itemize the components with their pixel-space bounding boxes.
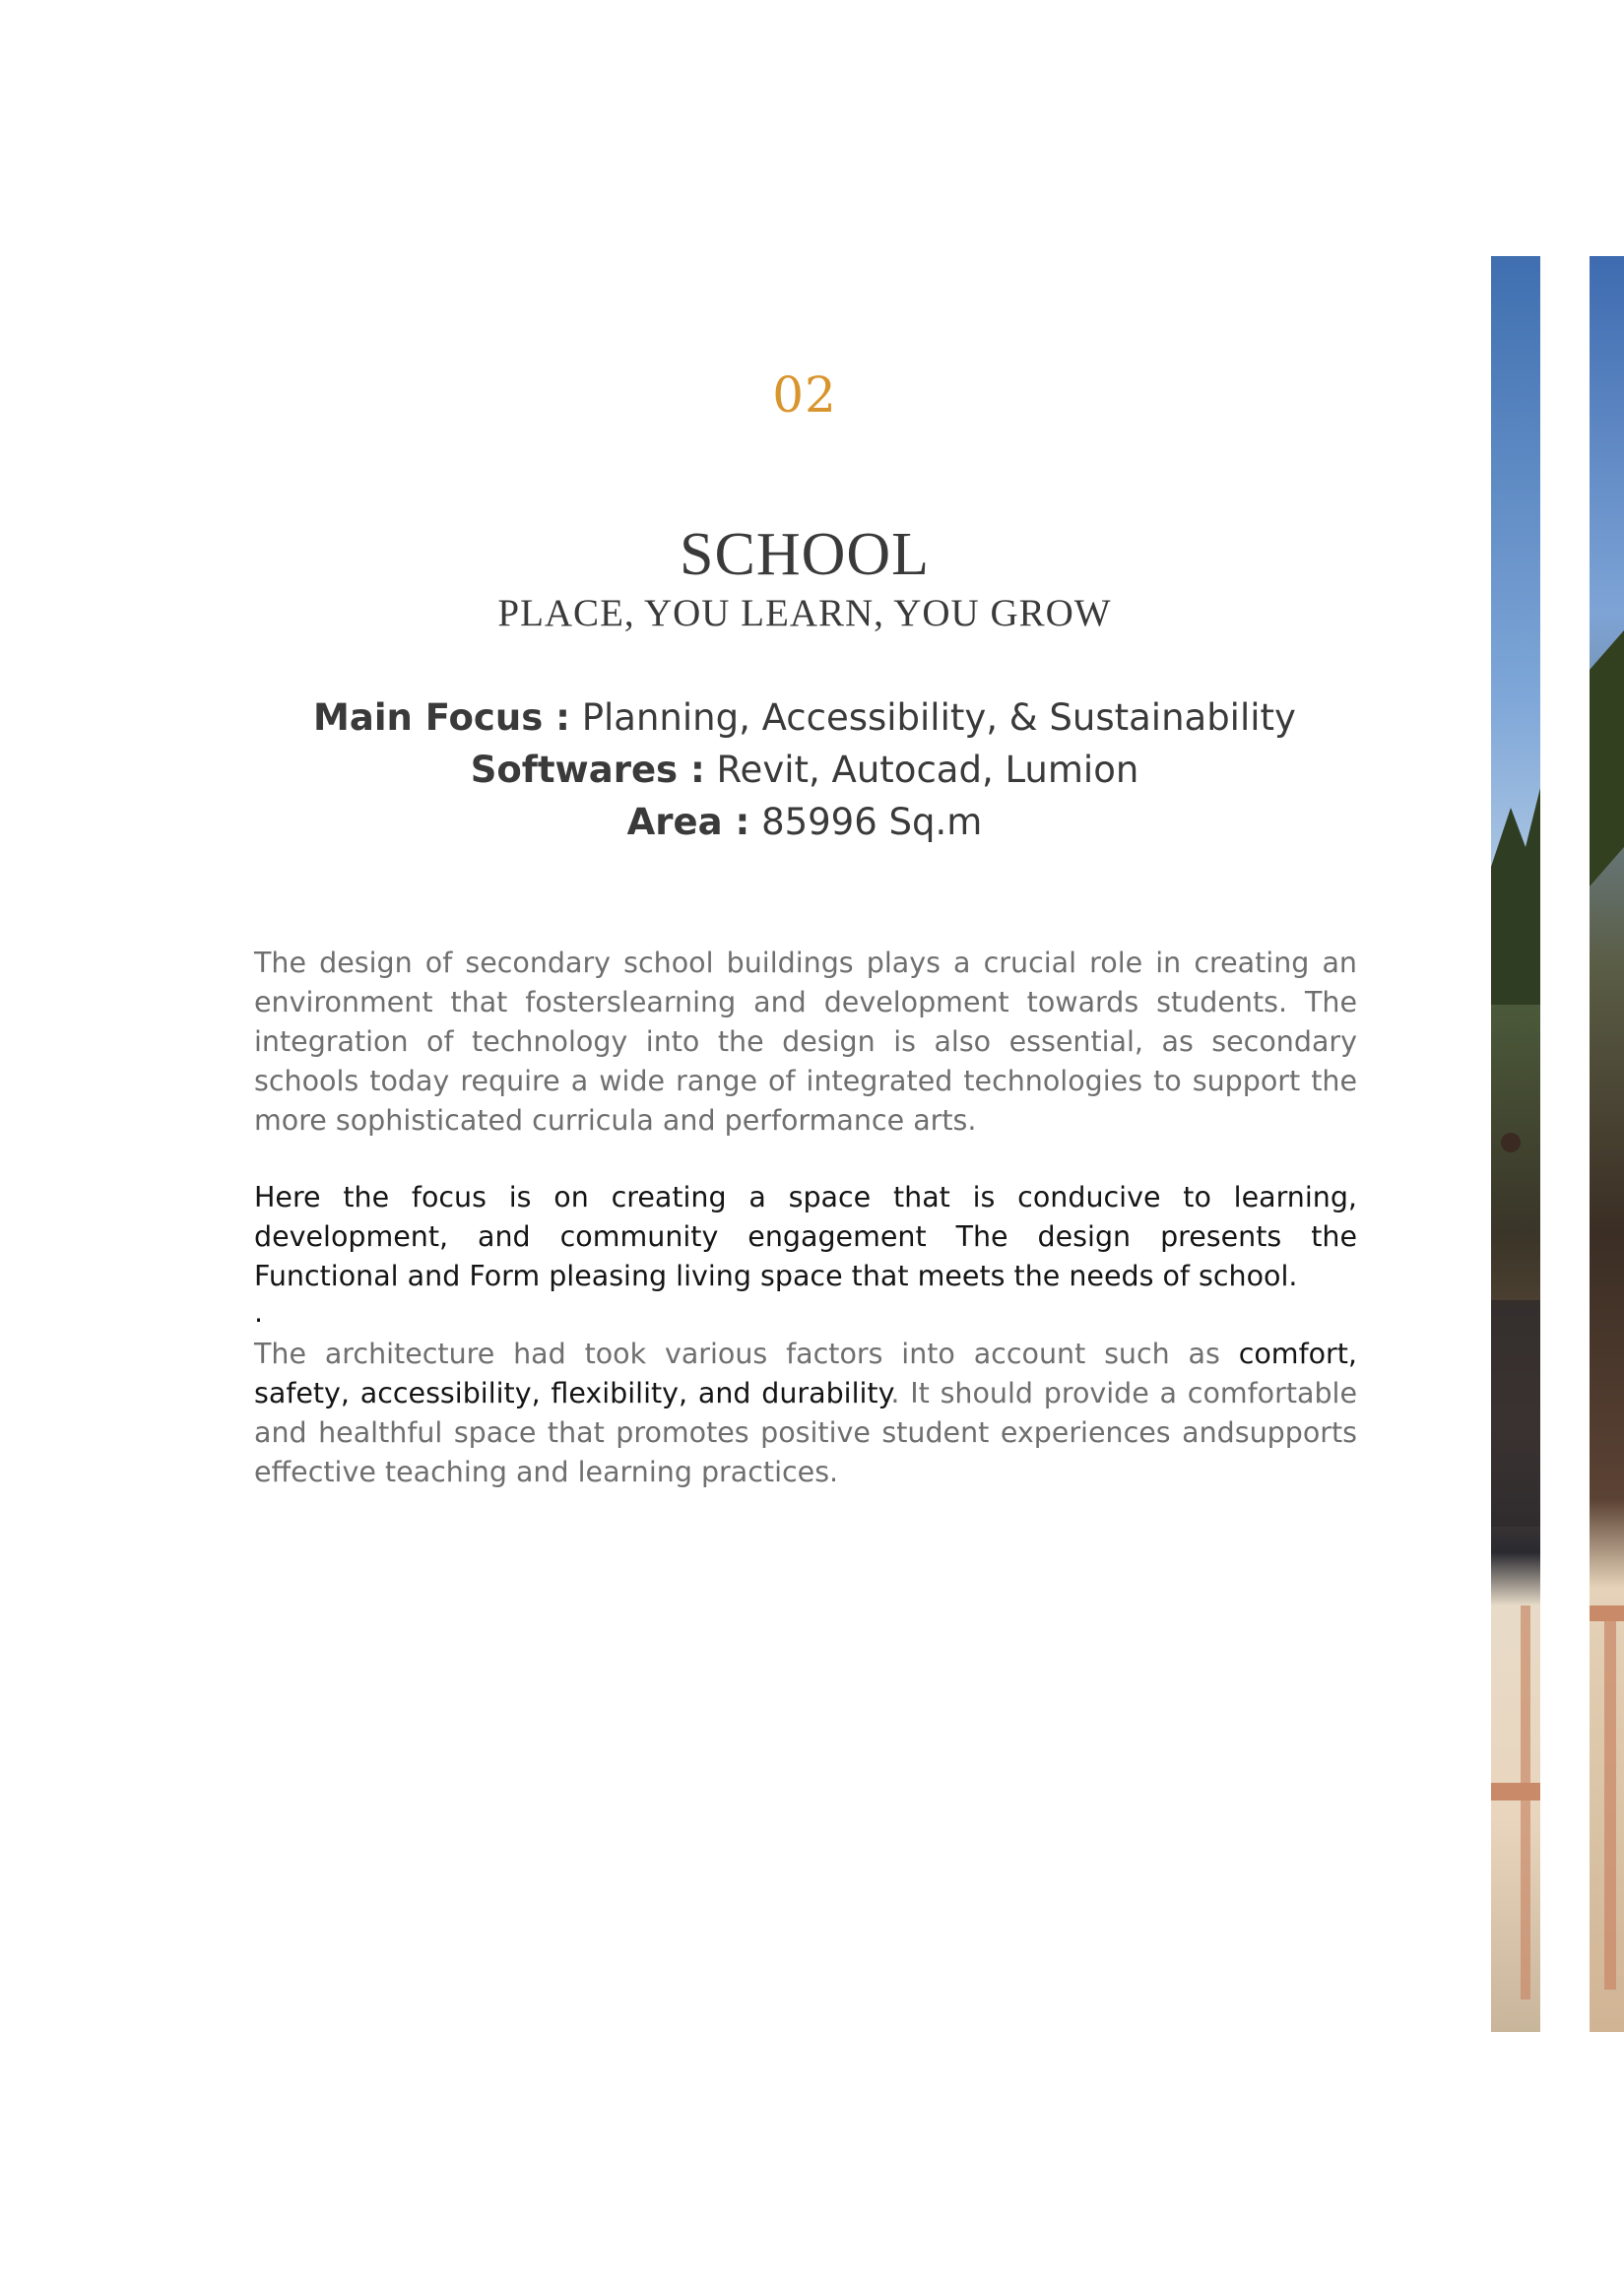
architecture-text-start: The architecture had took various factors into account such as [254, 1338, 1239, 1370]
school-render-image-strip [1491, 256, 1540, 2032]
area-label: Area : [626, 801, 750, 843]
page-number: 02 [772, 366, 837, 424]
area-value: 85996 Sq.m [761, 801, 983, 843]
softwares-value: Revit, Autocad, Lumion [716, 749, 1139, 791]
focus-paragraph: Here the focus is on creating a space that is conducive to learning, development, and community engagement The design presents the Functional and Form pleasing living space that meets the needs of school. [254, 1181, 1357, 1292]
softwares-label: Softwares : [470, 749, 705, 791]
main-focus-label: Main Focus : [313, 696, 570, 739]
area-line [0, 801, 1609, 843]
intro-paragraph: The design of secondary school buildings plays a crucial role in creating an environment that fosterslearning and development towards students. The integration of technology into the design is also essential, as secondary schools today require a wide range of integrated technologies to support the more sophisticated curricula and performance arts. [254, 947, 1357, 1137]
project-title: SCHOOL [679, 521, 931, 588]
architecture-paragraph [254, 1335, 1357, 1492]
separator-dot: . [254, 1296, 264, 1329]
architecture-text-end: . It should provide a comfortable and healthful space that promotes positive student experiences andsupports effective teaching and learning practices. [254, 1377, 1358, 1488]
main-focus-line [0, 696, 1609, 739]
school-render-image-strip-2 [1590, 256, 1624, 2032]
main-focus-value: Planning, Accessibility, & Sustainability [581, 696, 1296, 739]
architecture-factors: comfort, safety, accessibility, flexibility, and durability [254, 1338, 1357, 1409]
softwares-line [0, 749, 1609, 791]
project-subtitle: PLACE, YOU LEARN, YOU GROW [497, 592, 1112, 634]
